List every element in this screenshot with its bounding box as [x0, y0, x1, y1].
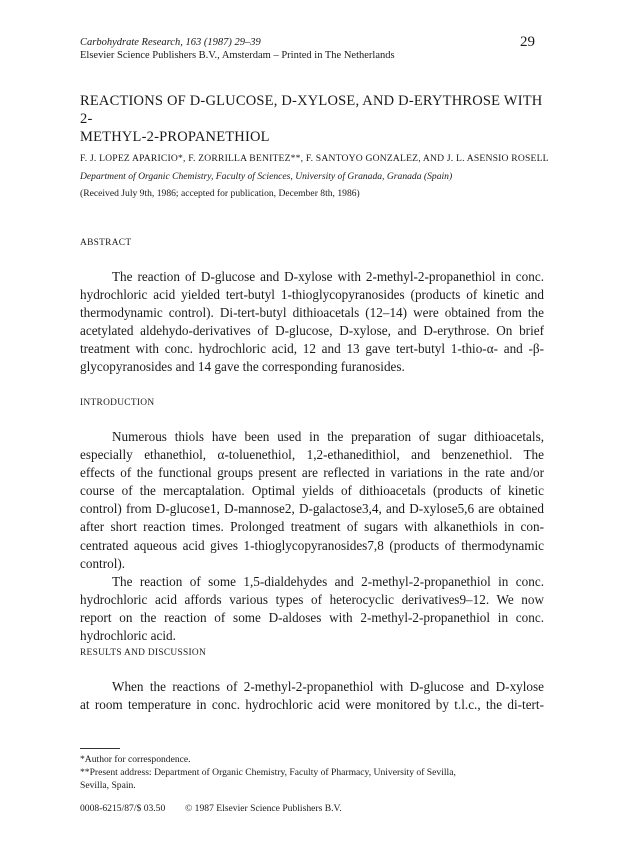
- abstract-line: hydrochloric acid yielded tert-butyl 1-thioglycopyranosides (products of kinetic and: [80, 287, 544, 303]
- intro-line: Numerous thiols have been used in the preparation of sugar dithioacetals,: [112, 429, 544, 444]
- introduction-heading: INTRODUCTION: [80, 398, 155, 408]
- abstract-line: The reaction of D-glucose and D-xylose with 2-methyl-2-propanethiol in conc.: [112, 269, 544, 284]
- copyright-notice: © 1987 Elsevier Science Publishers B.V.: [185, 803, 342, 814]
- footnote-correspondence: *Author for correspondence.: [80, 754, 191, 765]
- abstract-heading: ABSTRACT: [80, 238, 132, 248]
- intro-line: hydrochloric acid affords various types of heterocyclic derivatives9–12. We now: [80, 591, 544, 607]
- introduction-body: [80, 428, 544, 645]
- intro-line: course of the mercaptalation. Optimal yields of dithioacetals (products of kinetic: [80, 483, 544, 499]
- abstract-line: thermodynamic control). Di-tert-butyl dithioacetals (12–14) were obtained from the: [80, 305, 544, 321]
- footnote-divider: [80, 748, 120, 749]
- results-line: at room temperature in conc. hydrochloric acid were monitored by t.l.c., the di-tert-: [80, 697, 544, 713]
- page-number: 29: [520, 34, 535, 50]
- abstract-line: glycopyranosides and 14 gave the corresponding furanosides.: [80, 359, 405, 375]
- results-line: When the reactions of 2-methyl-2-propanethiol with D-glucose and D-xylose: [112, 679, 544, 694]
- title-line-1: REACTIONS OF D-GLUCOSE, D-XYLOSE, AND D-ERYTHROSE WITH 2-: [80, 93, 543, 127]
- journal-citation: Carbohydrate Research, 163 (1987) 29–39: [80, 37, 261, 48]
- intro-line: centrated aqueous acid gives 1-thioglycopyranosides7,8 (products of thermodynamic: [80, 537, 544, 553]
- intro-line: control) from D-glucose1, D-mannose2, D-galactose3,4, and D-xylose5,6 are obtained: [80, 501, 544, 517]
- intro-line: especially ethanethiol, α-toluenethiol, 1,2-ethanedithiol, and benzenethiol. The: [80, 447, 544, 463]
- footnote-present-address-cont: Sevilla, Spain.: [80, 780, 136, 791]
- intro-line: The reaction of some 1,5-dialdehydes and 2-methyl-2-propanethiol in conc.: [112, 573, 544, 589]
- journal-header: [80, 36, 395, 62]
- abstract-body: [80, 268, 544, 377]
- received-dates: (Received July 9th, 1986; accepted for publication, December 8th, 1986): [80, 188, 360, 199]
- publisher-line: Elsevier Science Publishers B.V., Amsterdam – Printed in The Netherlands: [80, 50, 395, 61]
- affiliation: Department of Organic Chemistry, Faculty of Sciences, University of Granada, Granada (Spain): [80, 171, 453, 182]
- abstract-line: treatment with conc. hydrochloric acid, 12 and 13 gave tert-butyl 1-thio-α- and -β-: [80, 341, 544, 357]
- abstract-line: acetylated aldehydo-derivatives of D-glucose, D-xylose, and D-erythrose. On brief: [80, 323, 544, 339]
- results-body: [80, 678, 544, 714]
- results-heading: RESULTS AND DISCUSSION: [80, 648, 207, 658]
- footnote-present-address: **Present address: Department of Organic Chemistry, Faculty of Pharmacy, University of Sevilla,: [80, 767, 456, 778]
- intro-line: control).: [80, 555, 126, 571]
- article-title: [80, 92, 550, 146]
- intro-line: hydrochloric acid.: [80, 628, 176, 644]
- title-line-2: METHYL-2-PROPANETHIOL: [80, 129, 270, 145]
- author-list: F. J. LOPEZ APARICIO*, F. ZORRILLA BENITEZ**, F. SANTOYO GONZALEZ, AND J. L. ASENSIO ROSELL: [80, 153, 549, 164]
- intro-line: after short reaction times. Prolonged treatment of sugars with alkanethiols in con-: [80, 519, 544, 535]
- issn-code: 0008-6215/87/$ 03.50: [80, 803, 166, 814]
- intro-line: report on the reaction of some D-aldoses with 2-methyl-2-propanethiol in conc.: [80, 609, 544, 625]
- intro-line: effects of the functional groups present are reflected in variations in the rate and/or: [80, 465, 544, 481]
